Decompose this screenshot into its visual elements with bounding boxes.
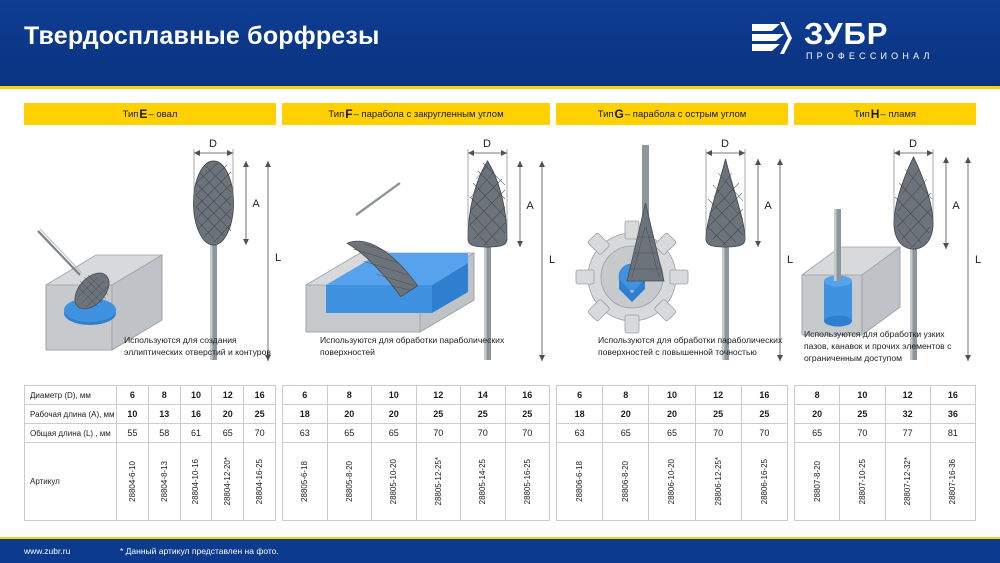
type-column-h (794, 89, 982, 529)
cell-working-2: 20 (372, 405, 417, 424)
cell-article-2 (649, 443, 695, 521)
spec-table-e (24, 385, 276, 521)
cell-article-3 (212, 443, 244, 521)
cell-article-1 (603, 443, 649, 521)
cell-article-1 (327, 443, 372, 521)
cell-working-5: 25 (505, 405, 550, 424)
svg-text:L: L (548, 254, 556, 266)
type-tag-h (794, 103, 976, 125)
svg-text:L: L (974, 254, 982, 266)
cell-article-2 (180, 443, 212, 521)
type-column-e (24, 89, 282, 529)
tag-suffix: – парабола с острым углом (624, 108, 747, 120)
cell-working-0: 18 (557, 405, 603, 424)
table-row (557, 405, 788, 424)
cell-working-1: 20 (603, 405, 649, 424)
cell-article-2 (372, 443, 417, 521)
table-row (283, 443, 550, 521)
cell-working-2: 20 (649, 405, 695, 424)
cell-total-1: 65 (603, 424, 649, 443)
cell-working-2: 32 (885, 405, 930, 424)
article-text: 28805-16-25 (522, 458, 532, 505)
cell-working-3: 36 (930, 405, 975, 424)
table-row (25, 405, 276, 424)
table-row (795, 386, 976, 405)
cell-diameter-1: 10 (840, 386, 885, 405)
svg-text:D: D (209, 138, 217, 150)
type-column-f (282, 89, 556, 529)
cell-total-1: 70 (840, 424, 885, 443)
cell-article-4 (461, 443, 506, 521)
table-row (283, 424, 550, 443)
row-label-article: Артикул (25, 443, 117, 521)
brand-tagline: ПРОФЕССИОНАЛ (806, 51, 934, 61)
footnote-text: * Данный артикул представлен на фото. (120, 546, 279, 556)
cell-diameter-4: 14 (461, 386, 506, 405)
svg-text:A: A (952, 200, 960, 212)
tag-prefix: Тип (853, 108, 870, 120)
cell-total-4: 70 (741, 424, 787, 443)
type-tag-g (556, 103, 788, 125)
article-text: 28806-10-20 (667, 458, 677, 505)
cell-diameter-1: 8 (603, 386, 649, 405)
cell-total-2: 61 (180, 424, 212, 443)
cell-total-2: 77 (885, 424, 930, 443)
cell-diameter-0: 6 (117, 386, 149, 405)
article-text: 28804-8-13 (159, 461, 169, 502)
tag-letter: E (139, 107, 148, 121)
article-text: 28804-12-20* (223, 457, 233, 506)
cell-article-0 (557, 443, 603, 521)
cell-total-0: 55 (117, 424, 149, 443)
cell-article-1 (148, 443, 180, 521)
article-text: 28805-6-18 (300, 461, 310, 502)
svg-text:D: D (721, 138, 729, 150)
cell-working-4: 25 (244, 405, 276, 424)
article-text: 28806-6-18 (575, 461, 585, 502)
cell-article-3 (416, 443, 461, 521)
article-text: 28807-16-36 (948, 458, 958, 505)
article-text: 28805-14-25 (478, 458, 488, 505)
svg-text:A: A (526, 200, 534, 212)
cell-working-4: 25 (741, 405, 787, 424)
cell-diameter-0: 6 (557, 386, 603, 405)
table-row (25, 386, 276, 405)
tag-letter: G (614, 107, 624, 121)
svg-text:D: D (483, 138, 491, 150)
brand-name: ЗУБР (804, 16, 889, 51)
cell-article-1 (840, 443, 885, 521)
type-column-g (556, 89, 794, 529)
cell-total-3: 81 (930, 424, 975, 443)
tag-prefix: Тип (328, 108, 345, 120)
cell-article-4 (244, 443, 276, 521)
row-label-total: Общая длина (L) , мм (25, 424, 117, 443)
cell-working-3: 20 (212, 405, 244, 424)
cell-article-0 (283, 443, 328, 521)
website-link[interactable]: www.zubr.ru (24, 546, 71, 556)
cell-working-2: 16 (180, 405, 212, 424)
cell-article-3 (930, 443, 975, 521)
article-text: 28804-6-10 (127, 461, 137, 502)
cell-working-0: 10 (117, 405, 149, 424)
cell-working-1: 25 (840, 405, 885, 424)
article-text: 28807-10-25 (857, 458, 867, 505)
columns-container (0, 89, 1000, 529)
table-row (557, 386, 788, 405)
cell-article-3 (695, 443, 741, 521)
page-title: Твердосплавные борфрезы (24, 22, 380, 50)
cell-total-2: 65 (372, 424, 417, 443)
row-label-diameter: Диаметр (D), мм (25, 386, 117, 405)
cell-total-0: 65 (795, 424, 840, 443)
spec-table-f (282, 385, 550, 521)
tag-letter: F (345, 107, 353, 121)
type-tag-f (282, 103, 550, 125)
svg-text:L: L (274, 252, 282, 264)
cell-article-0 (117, 443, 149, 521)
cell-total-4: 70 (244, 424, 276, 443)
cell-diameter-3: 12 (695, 386, 741, 405)
table-row (557, 424, 788, 443)
usage-text-f: Используются для обработки параболических поверхностей (320, 335, 505, 357)
article-text: 28804-16-25 (255, 458, 265, 505)
usage-text-h: Используются для обработки узких пазов, канавок и прочих элементов с ограниченным доступом (804, 329, 952, 363)
page-header (0, 0, 1000, 86)
cell-diameter-2: 12 (885, 386, 930, 405)
svg-text:D: D (909, 138, 917, 150)
article-text: 28807-12-32* (903, 457, 913, 506)
table-row (25, 424, 276, 443)
table-row (283, 386, 550, 405)
cell-total-0: 63 (283, 424, 328, 443)
article-text: 28806-8-20 (621, 461, 631, 502)
svg-text:L: L (786, 254, 794, 266)
zubr-mark-icon (750, 18, 794, 58)
cell-working-3: 25 (695, 405, 741, 424)
cell-total-3: 70 (695, 424, 741, 443)
cell-diameter-2: 10 (372, 386, 417, 405)
cell-diameter-2: 10 (649, 386, 695, 405)
article-text: 28805-10-20 (389, 458, 399, 505)
cell-article-5 (505, 443, 550, 521)
cell-diameter-4: 16 (741, 386, 787, 405)
article-text: 28805-12-25* (433, 457, 443, 506)
cell-diameter-3: 16 (930, 386, 975, 405)
brand-logo (750, 14, 980, 70)
cell-working-0: 20 (795, 405, 840, 424)
cell-diameter-0: 6 (283, 386, 328, 405)
cell-diameter-0: 8 (795, 386, 840, 405)
cell-diameter-3: 12 (212, 386, 244, 405)
cell-diameter-3: 12 (416, 386, 461, 405)
tag-prefix: Тип (597, 108, 614, 120)
cell-total-1: 58 (148, 424, 180, 443)
tag-suffix: – пламя (880, 108, 917, 120)
tag-prefix: Тип (122, 108, 139, 120)
table-row (795, 424, 976, 443)
cell-article-4 (741, 443, 787, 521)
cell-total-3: 70 (416, 424, 461, 443)
cell-article-2 (885, 443, 930, 521)
cell-total-1: 65 (327, 424, 372, 443)
cell-working-4: 25 (461, 405, 506, 424)
spec-table-h (794, 385, 976, 521)
table-row (557, 443, 788, 521)
page-footer (0, 539, 1000, 563)
cell-total-5: 70 (505, 424, 550, 443)
article-text: 28806-16-25 (759, 458, 769, 505)
article-text: 28805-8-20 (344, 461, 354, 502)
table-row (795, 443, 976, 521)
cell-working-3: 25 (416, 405, 461, 424)
cell-working-1: 13 (148, 405, 180, 424)
cell-total-0: 63 (557, 424, 603, 443)
cell-total-3: 65 (212, 424, 244, 443)
usage-text-g: Используются для обработки параболических поверхностей с повышенной точностью (598, 335, 783, 357)
cell-working-1: 20 (327, 405, 372, 424)
table-row (795, 405, 976, 424)
row-label-working: Рабочая длина (А), мм (25, 405, 117, 424)
cell-diameter-5: 16 (505, 386, 550, 405)
article-text: 28804-10-16 (191, 458, 201, 505)
tag-suffix: – овал (148, 108, 178, 120)
cell-article-0 (795, 443, 840, 521)
cell-diameter-1: 8 (327, 386, 372, 405)
svg-text:A: A (764, 200, 772, 212)
tag-letter: H (870, 107, 880, 121)
article-text: 28806-12-25* (713, 457, 723, 506)
article-text: 28807-8-20 (812, 461, 822, 502)
cell-diameter-2: 10 (180, 386, 212, 405)
tag-suffix: – парабола с закругленным углом (353, 108, 504, 120)
cell-diameter-1: 8 (148, 386, 180, 405)
type-tag-e (24, 103, 276, 125)
table-row (283, 405, 550, 424)
spec-table-g (556, 385, 788, 521)
cell-total-4: 70 (461, 424, 506, 443)
svg-text:A: A (252, 198, 260, 210)
cell-total-2: 65 (649, 424, 695, 443)
cell-working-0: 18 (283, 405, 328, 424)
table-row (25, 443, 276, 521)
usage-text-e: Используются для создания эллиптических отверстий и контуров (124, 335, 271, 357)
cell-diameter-4: 16 (244, 386, 276, 405)
